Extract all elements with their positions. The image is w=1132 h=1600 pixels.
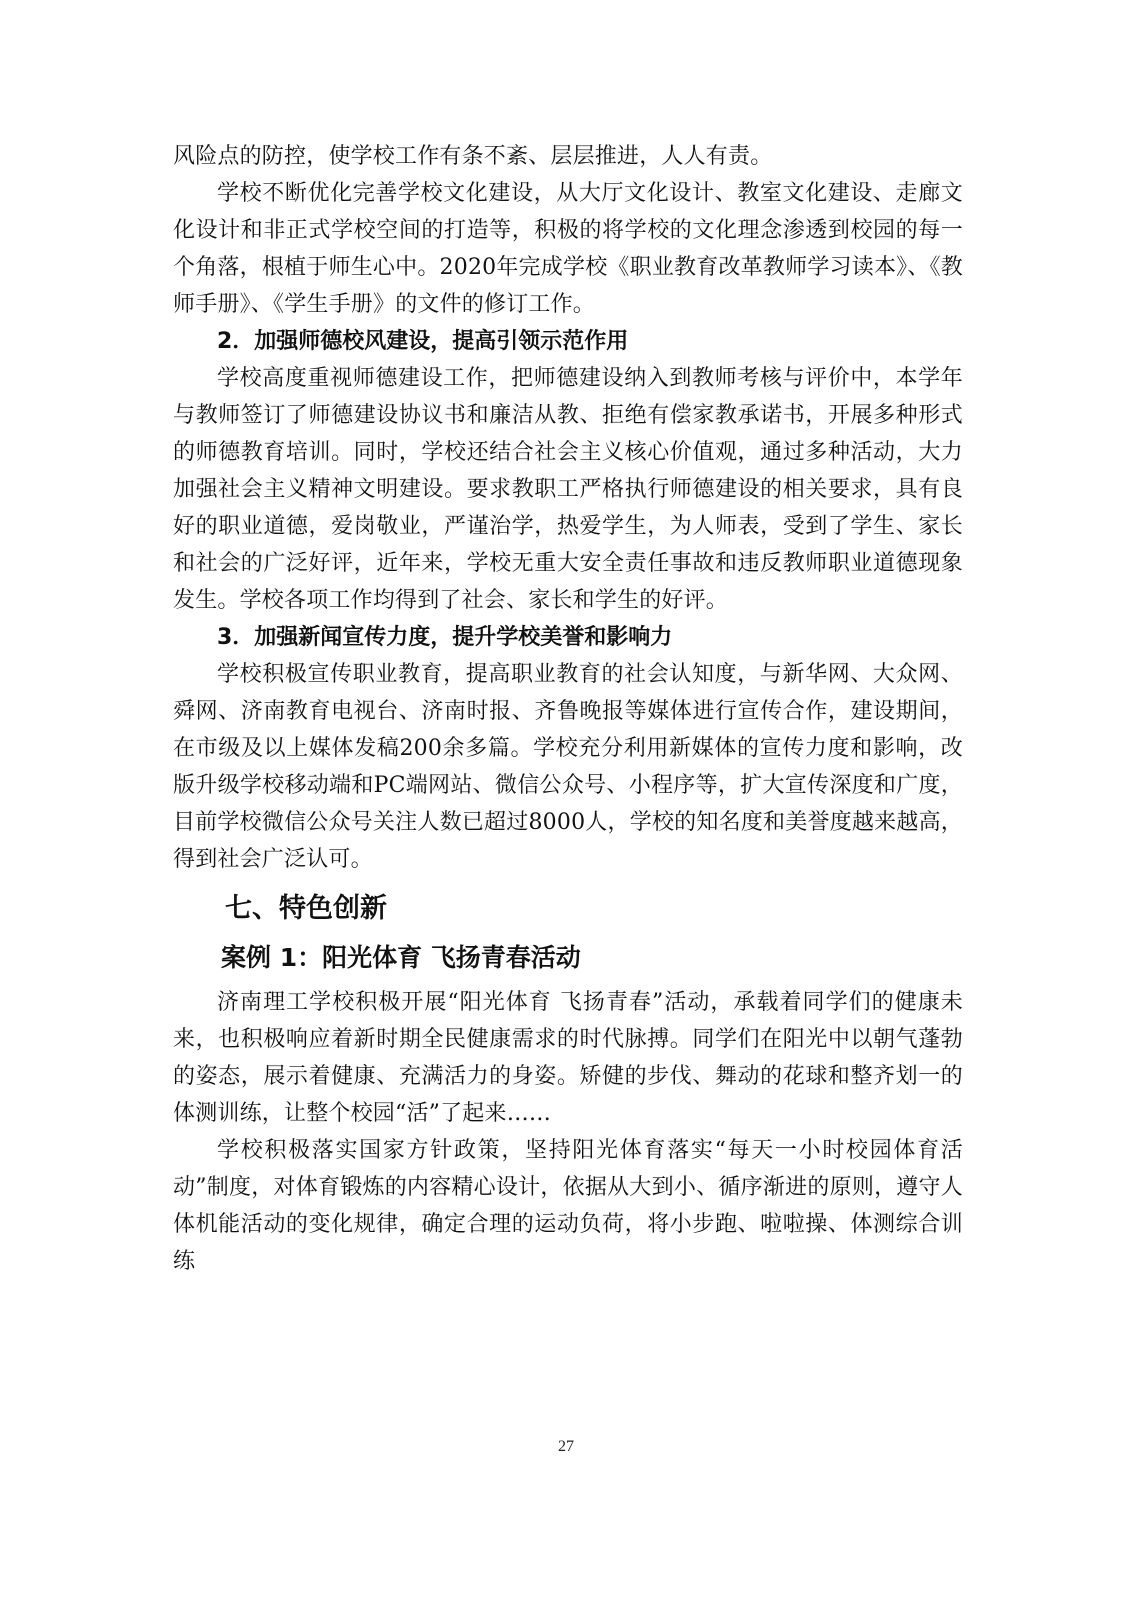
paragraph-case-policy: 学校积极落实国家方针政策，坚持阳光体育落实“每天一小时校园体育活动”制度，对体育锻炼的内容精心设计，依据从大到小、循序渐进的原则，遵守人体机能活动的变化规律，确定合理的运动负荷，将小步跑、啦啦操、体测综合训练 <box>173 1138 963 1274</box>
paragraph-case-intro: 济南理工学校积极开展“阳光体育 飞扬青春”活动，承载着同学们的健康未来，也积极响应着新时期全民健康需求的时代脉搏。同学们在阳光中以朝气蓬勃的姿态，展示着健康、充满活力的身姿。矫健的步伐、舞动的花球和整齐划一的体测训练，让整个校园“活”了起来…… <box>173 990 963 1126</box>
subheading-publicity: 3．加强新闻宣传力度，提升学校美誉和影响力 <box>217 625 673 650</box>
subheading-teacher-ethics: 2．加强师德校风建设，提高引领示范作用 <box>217 329 629 354</box>
page-number: 27 <box>558 1438 574 1455</box>
paragraph-culture-building: 学校不断优化完善学校文化建设，从大厅文化设计、教室文化建设、走廊文化设计和非正式学校空间的打造等，积极的将学校的文化理念渗透到校园的每一个角落，根植于师生心中。2020年完成学校《职业教育改革教师学习读本》、《教师手册》、《学生手册》的文件的修订工作。 <box>173 181 963 317</box>
paragraph-publicity: 学校积极宣传职业教育，提高职业教育的社会认知度，与新华网、大众网、舜网、济南教育电视台、济南时报、齐鲁晚报等媒体进行宣传合作，建设期间，在市级及以上媒体发稿200余多篇。学校充分利用新媒体的宣传力度和影响，改版升级学校移动端和PC端网站、微信公众号、小程序等，扩大宣传深度和广度，目前学校微信公众号关注人数已超过8000人，学校的知名度和美誉度越来越高，得到社会广泛认可。 <box>173 662 963 872</box>
document-body <box>173 138 963 1280</box>
paragraph-teacher-ethics: 学校高度重视师德建设工作，把师德建设纳入到教师考核与评价中，本学年与教师签订了师德建设协议书和廉洁从教、拒绝有偿家教承诺书，开展多种形式的师德教育培训。同时，学校还结合社会主义核心价值观，通过多种活动，大力加强社会主义精神文明建设。要求教职工严格执行师德建设的相关要求，具有良好的职业道德，爱岗敬业，严谨治学，热爱学生，为人师表，受到了学生、家长和社会的广泛好评，近年来，学校无重大安全责任事故和违反教师职业道德现象发生。学校各项工作均得到了社会、家长和学生的好评。 <box>173 366 963 613</box>
paragraph-continuation: 风险点的防控，使学校工作有条不紊、层层推进，人人有责。 <box>173 144 773 169</box>
section-title-innovation: 七、特色创新 <box>225 893 387 924</box>
case-title-sunshine-sports: 案例 1：阳光体育 飞扬青春活动 <box>221 943 581 972</box>
